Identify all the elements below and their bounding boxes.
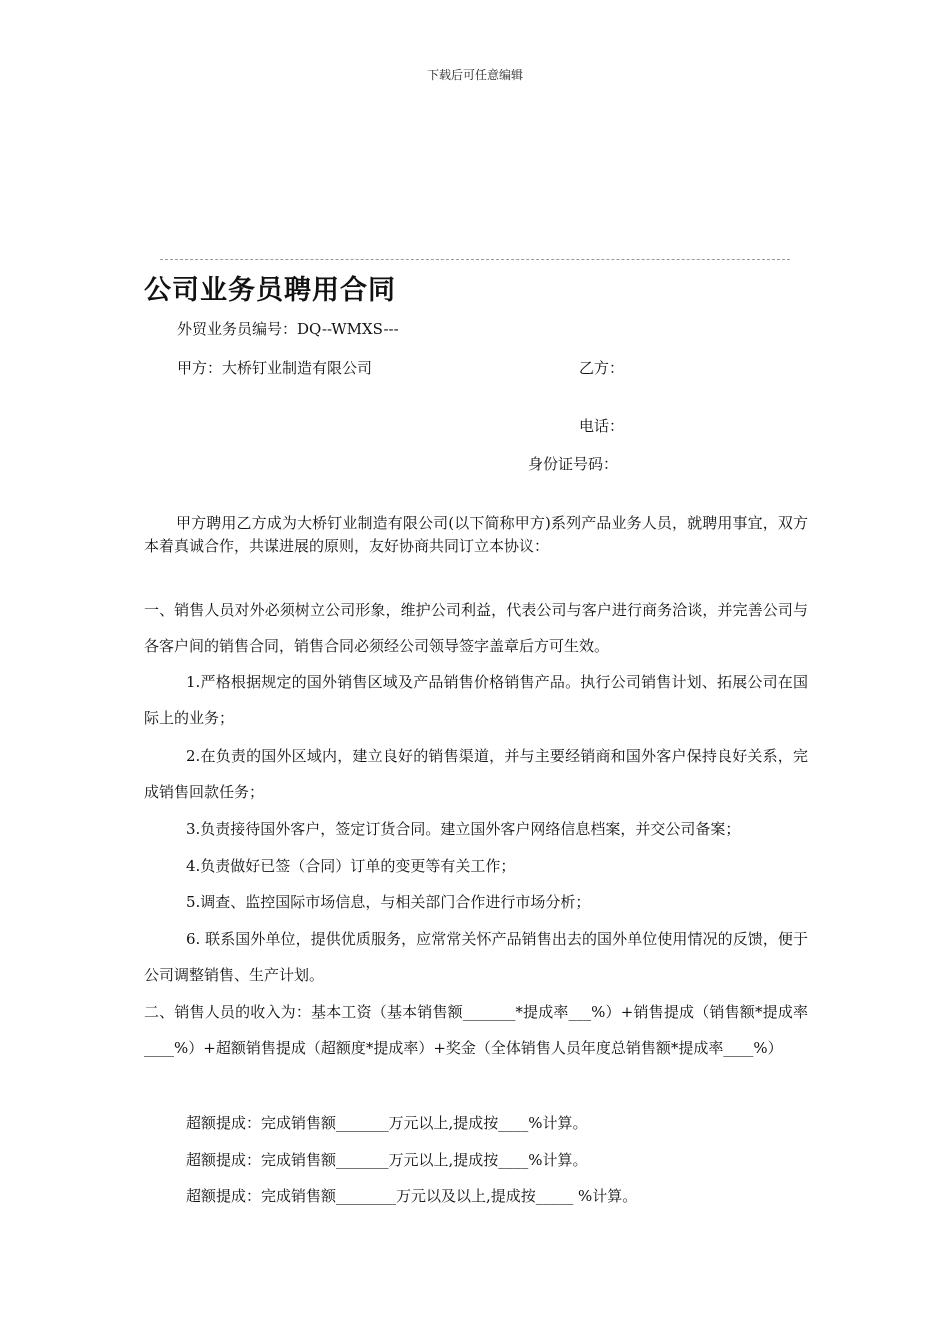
header-note: 下载后可任意编辑 bbox=[426, 68, 523, 82]
section-1-item: 2.在负责的国外区域内，建立良好的销售渠道，并与主要经销商和国外客户保持良好关系，完成销售回款任务； bbox=[144, 747, 808, 801]
bonus-line: 超额提成：完成销售额________万元以及以上,提成按_____ %计算。 bbox=[186, 1187, 638, 1205]
bonus-line: 超额提成：完成销售额_______万元以上,提成按____%计算。 bbox=[186, 1114, 588, 1132]
section-1-item: 4.负责做好已签（合同）订单的变更等有关工作； bbox=[186, 857, 516, 875]
phone-label: 电话： bbox=[579, 417, 625, 435]
dashed-divider bbox=[160, 259, 790, 260]
contract-number: 外贸业务员编号：DQ--WMXS--- bbox=[177, 320, 399, 338]
intro-paragraph: 甲方聘用乙方成为大桥钉业制造有限公司(以下简称甲方)系列产品业务人员，就聘用事宜，双方本着真诚合作，共谋进展的原则，友好协商共同订立本协议： bbox=[144, 514, 808, 555]
party-b: 乙方： bbox=[579, 359, 625, 377]
document-title: 公司业务员聘用合同 bbox=[144, 275, 396, 306]
section-2-heading: 二、销售人员的收入为：基本工资（基本销售额_______*提成率___%）+销售提成（销售额*提成率____%）+超额销售提成（超额度*提成率）+奖金（全体销售人员年度总销售额*提成率____%） bbox=[144, 1003, 808, 1057]
party-a: 甲方：大桥钉业制造有限公司 bbox=[177, 359, 373, 377]
bonus-line: 超额提成：完成销售额_______万元以上,提成按____%计算。 bbox=[186, 1151, 588, 1169]
section-1-item: 6. 联系国外单位，提供优质服务，应常常关怀产品销售出去的国外单位使用情况的反馈，便于公司调整销售、生产计划。 bbox=[144, 930, 808, 984]
section-1-item: 3.负责接待国外客户，签定订货合同。建立国外客户网络信息档案，并交公司备案； bbox=[186, 820, 741, 838]
section-1-item: 1.严格根据规定的国外销售区域及产品销售价格销售产品。执行公司销售计划、拓展公司在国际上的业务； bbox=[144, 673, 808, 727]
id-number-label: 身份证号码： bbox=[528, 455, 619, 473]
section-1-heading: 一、销售人员对外必须树立公司形象，维护公司利益，代表公司与客户进行商务洽谈，并完善公司与各客户间的销售合同，销售合同必须经公司领导签字盖章后方可生效。 bbox=[144, 601, 808, 655]
section-1-item: 5.调查、监控国际市场信息，与相关部门合作进行市场分析； bbox=[186, 893, 591, 911]
